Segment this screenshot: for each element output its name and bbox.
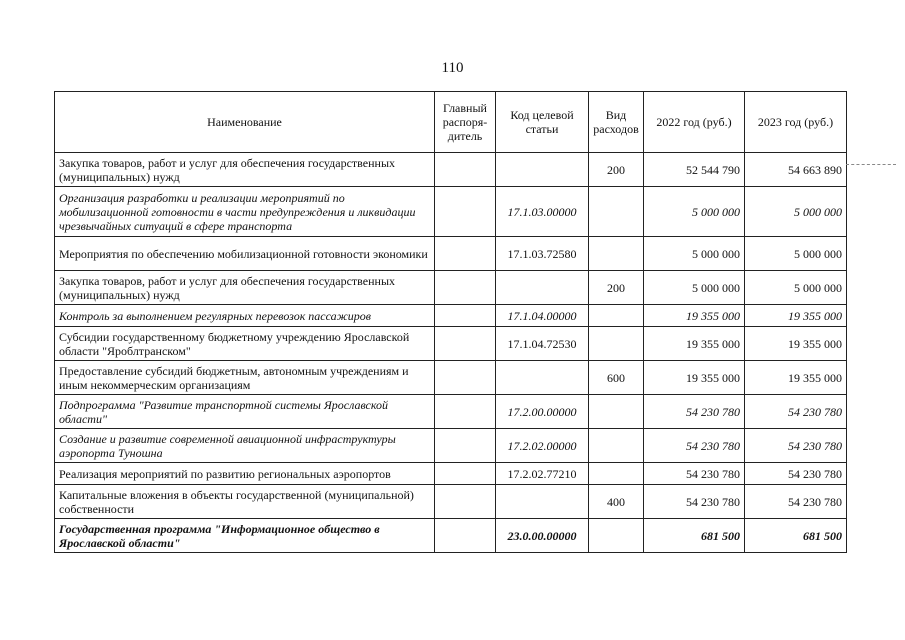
cell-manager bbox=[435, 395, 496, 429]
cell-manager bbox=[435, 519, 496, 553]
cell-type bbox=[589, 519, 644, 553]
table-row bbox=[55, 305, 847, 327]
cell-code: 17.1.04.00000 bbox=[496, 305, 589, 327]
cell-y2022: 5 000 000 bbox=[644, 237, 745, 271]
scan-artifact-line bbox=[846, 164, 896, 165]
cell-code: 17.1.03.72580 bbox=[496, 237, 589, 271]
header-name: Наименование bbox=[55, 92, 435, 153]
cell-code bbox=[496, 361, 589, 395]
cell-code bbox=[496, 271, 589, 305]
table-row bbox=[55, 237, 847, 271]
cell-manager bbox=[435, 463, 496, 485]
cell-name: Закупка товаров, работ и услуг для обеспечения государственных (муниципальных) нужд bbox=[55, 271, 435, 305]
cell-code: 17.1.04.72530 bbox=[496, 327, 589, 361]
table-row bbox=[55, 327, 847, 361]
cell-manager bbox=[435, 237, 496, 271]
cell-type: 600 bbox=[589, 361, 644, 395]
cell-code bbox=[496, 485, 589, 519]
cell-type: 200 bbox=[589, 271, 644, 305]
cell-manager bbox=[435, 305, 496, 327]
header-2023: 2023 год (руб.) bbox=[745, 92, 847, 153]
cell-code: 23.0.00.00000 bbox=[496, 519, 589, 553]
cell-manager bbox=[435, 187, 496, 237]
cell-y2023: 19 355 000 bbox=[745, 327, 847, 361]
cell-y2022: 5 000 000 bbox=[644, 271, 745, 305]
cell-name: Капитальные вложения в объекты государственной (муниципальной) собственности bbox=[55, 485, 435, 519]
cell-type bbox=[589, 429, 644, 463]
header-row bbox=[55, 92, 847, 153]
cell-name: Создание и развитие современной авиационной инфраструктуры аэропорта Туношна bbox=[55, 429, 435, 463]
cell-y2023: 54 230 780 bbox=[745, 395, 847, 429]
cell-y2022: 54 230 780 bbox=[644, 429, 745, 463]
cell-name: Субсидии государственному бюджетному учреждению Ярославской области "Яроблтранском" bbox=[55, 327, 435, 361]
cell-name: Мероприятия по обеспечению мобилизационной готовности экономики bbox=[55, 237, 435, 271]
cell-manager bbox=[435, 485, 496, 519]
cell-type bbox=[589, 187, 644, 237]
header-type: Вид расходов bbox=[589, 92, 644, 153]
header-code: Код целевой статьи bbox=[496, 92, 589, 153]
table-row bbox=[55, 395, 847, 429]
cell-y2022: 681 500 bbox=[644, 519, 745, 553]
cell-y2023: 54 663 890 bbox=[745, 153, 847, 187]
cell-name: Контроль за выполнением регулярных перевозок пассажиров bbox=[55, 305, 435, 327]
cell-y2023: 19 355 000 bbox=[745, 361, 847, 395]
header-2022: 2022 год (руб.) bbox=[644, 92, 745, 153]
budget-table bbox=[54, 91, 847, 553]
cell-y2023: 54 230 780 bbox=[745, 429, 847, 463]
cell-y2022: 19 355 000 bbox=[644, 361, 745, 395]
cell-type bbox=[589, 395, 644, 429]
cell-manager bbox=[435, 153, 496, 187]
cell-y2023: 5 000 000 bbox=[745, 237, 847, 271]
table-row bbox=[55, 429, 847, 463]
cell-y2023: 19 355 000 bbox=[745, 305, 847, 327]
cell-name: Закупка товаров, работ и услуг для обеспечения государственных (муниципальных) нужд bbox=[55, 153, 435, 187]
table-body bbox=[55, 153, 847, 553]
cell-name: Подпрограмма "Развитие транспортной системы Ярославской области" bbox=[55, 395, 435, 429]
cell-code: 17.2.00.00000 bbox=[496, 395, 589, 429]
cell-y2022: 54 230 780 bbox=[644, 463, 745, 485]
cell-code bbox=[496, 153, 589, 187]
cell-name: Государственная программа "Информационное общество в Ярославской области" bbox=[55, 519, 435, 553]
cell-y2022: 19 355 000 bbox=[644, 305, 745, 327]
cell-name: Реализация мероприятий по развитию региональных аэропортов bbox=[55, 463, 435, 485]
cell-manager bbox=[435, 361, 496, 395]
table-row bbox=[55, 153, 847, 187]
table-row bbox=[55, 361, 847, 395]
cell-y2023: 54 230 780 bbox=[745, 463, 847, 485]
cell-code: 17.2.02.77210 bbox=[496, 463, 589, 485]
cell-type bbox=[589, 237, 644, 271]
cell-code: 17.1.03.00000 bbox=[496, 187, 589, 237]
table-row bbox=[55, 463, 847, 485]
cell-y2022: 54 230 780 bbox=[644, 485, 745, 519]
cell-type bbox=[589, 305, 644, 327]
cell-y2022: 5 000 000 bbox=[644, 187, 745, 237]
header-manager: Главный распоря-дитель bbox=[435, 92, 496, 153]
cell-name: Организация разработки и реализации мероприятий по мобилизационной готовности в части предупреждения и ликвидации чрезвычайных ситуаций в сфере транспорта bbox=[55, 187, 435, 237]
page-number: 110 bbox=[441, 60, 464, 76]
cell-y2022: 19 355 000 bbox=[644, 327, 745, 361]
cell-manager bbox=[435, 429, 496, 463]
cell-type: 200 bbox=[589, 153, 644, 187]
cell-y2023: 5 000 000 bbox=[745, 187, 847, 237]
cell-type bbox=[589, 463, 644, 485]
table-row bbox=[55, 187, 847, 237]
cell-y2022: 54 230 780 bbox=[644, 395, 745, 429]
cell-type bbox=[589, 327, 644, 361]
cell-manager bbox=[435, 271, 496, 305]
cell-name: Предоставление субсидий бюджетным, автономным учреждениям и иным некоммерческим организациям bbox=[55, 361, 435, 395]
cell-code: 17.2.02.00000 bbox=[496, 429, 589, 463]
cell-y2023: 681 500 bbox=[745, 519, 847, 553]
table-row bbox=[55, 271, 847, 305]
cell-manager bbox=[435, 327, 496, 361]
table-row bbox=[55, 519, 847, 553]
cell-type: 400 bbox=[589, 485, 644, 519]
table-header bbox=[55, 92, 847, 153]
cell-y2023: 54 230 780 bbox=[745, 485, 847, 519]
cell-y2023: 5 000 000 bbox=[745, 271, 847, 305]
cell-y2022: 52 544 790 bbox=[644, 153, 745, 187]
table-row bbox=[55, 485, 847, 519]
